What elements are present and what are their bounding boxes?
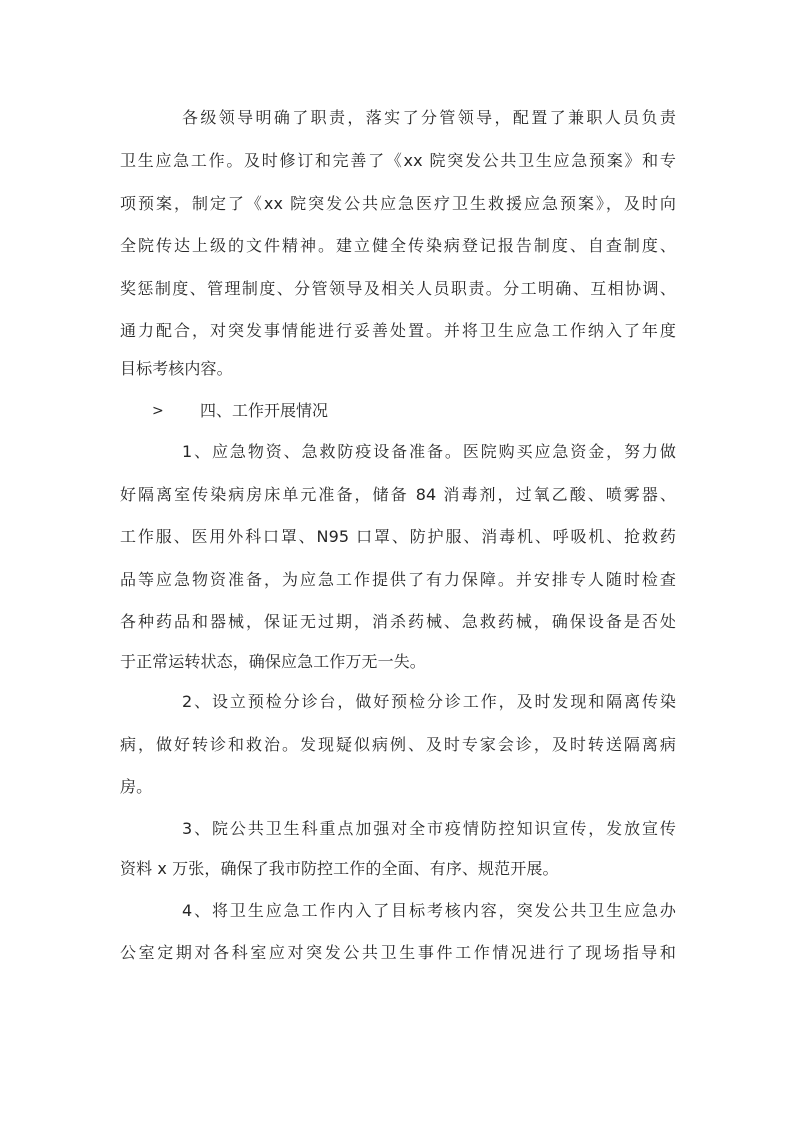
text-line: 2、设立预检分诊台，做好预检分诊工作，及时发现和隔离传染 — [182, 692, 676, 711]
text-line: 品等应急物资准备，为应急工作提供了有力保障。并安排专人随时检查 — [120, 570, 676, 589]
text-line: 项预案，制定了《xx 院突发公共应急医疗卫生救援应急预案》，及时向 — [120, 194, 676, 213]
text-line: 卫生应急工作。及时修订和完善了《xx 院突发公共卫生应急预案》和专 — [120, 151, 676, 170]
text-line: 1、应急物资、急救防疫设备准备。医院购买应急资金，努力做 — [182, 442, 676, 461]
text-line: 通力配合，对突发事情能进行妥善处置。并将卫生应急工作纳入了年度 — [120, 321, 676, 340]
text-line: 病，做好转诊和救治。发现疑似病例、及时专家会诊，及时转送隔离病 — [120, 735, 676, 754]
text-line: 各级领导明确了职责，落实了分管领导，配置了兼职人员负责 — [182, 108, 676, 127]
text-line: 全院传达上级的文件精神。建立健全传染病登记报告制度、自查制度、 — [120, 236, 676, 255]
text-line: 公室定期对各科室应对突发公共卫生事件工作情况进行了现场指导和 — [120, 943, 676, 962]
text-line: 目标考核内容。 — [120, 359, 233, 378]
text-line: 资料 x 万张，确保了我市防控工作的全面、有序、规范开展。 — [120, 859, 559, 878]
text-line: 好隔离室传染病房床单元准备，储备 84 消毒剂，过氧乙酸、喷雾器、 — [120, 485, 676, 504]
text-line: 房。 — [120, 777, 153, 796]
heading-text: 四、工作开展情况 — [200, 401, 329, 420]
heading-marker: > — [152, 403, 164, 419]
text-line: 奖惩制度、管理制度、分管领导及相关人员职责。分工明确、互相协调、 — [120, 279, 676, 298]
text-line: 工作服、医用外科口罩、N95 口罩、防护服、消毒机、呼吸机、抢救药 — [120, 527, 676, 546]
text-line: 各种药品和器械，保证无过期，消杀药械、急救药械，确保设备是否处 — [120, 612, 676, 631]
text-line: 3、院公共卫生科重点加强对全市疫情防控知识宣传，发放宣传 — [182, 819, 676, 838]
text-line: 4、将卫生应急工作内入了目标考核内容，突发公共卫生应急办 — [182, 901, 676, 920]
section-heading — [120, 400, 676, 422]
text-line: 于正常运转状态，确保应急工作万无一失。 — [120, 652, 426, 671]
